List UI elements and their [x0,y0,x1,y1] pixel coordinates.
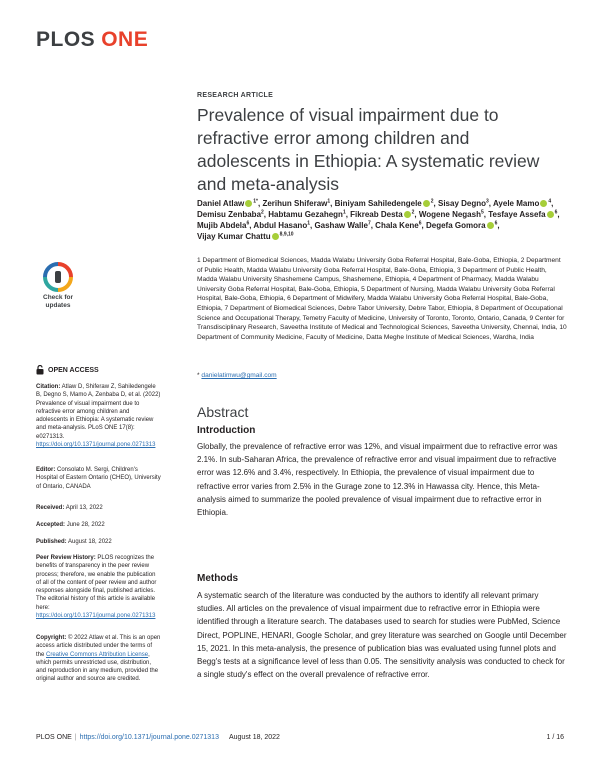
citation-doi-link[interactable]: https://doi.org/10.1371/journal.pone.0271313 [36,442,156,449]
license-link[interactable]: Creative Commons Attribution License [46,651,149,658]
open-lock-icon [36,365,44,375]
author-affiliation-marker: 6 [246,220,250,227]
affiliations: 1 Department of Biomedical Sciences, Madda Walabu University Goba Referral Hospital, Bale-Goba, Ethiopia, 2 Department of Public Health, Madda Walabu University Goba Referral Hospital, Bale-Goba, Ethiopia, 3 Department of Public Health, Madda Walabu University Shashemene Campus, Shashemene, Ethiopia, 4 Department of Pharmacy, Madda Walabu University Goba Referral Hospital, Bale-Goba, Ethiopia, 5 Department of Nursing, Madda Walabu University Goba Referral Hospital, Bale-Goba, Ethiopia, 6 Department of Midwifery, Madda Walabu University Goba Referral Hospital, Bale-Goba, Ethiopia, 7 Department of Biomedical Sciences, Debre Tabor University, Debre Tabor, Ethiopia, 8 Department of Occupational Science and Occupational Therapy, Temetry Faculty of Medicine, University of Toronto, Toronto, Ontario, Canada, 9 Center for Transdisciplinary Research, Saveetha Institute of Medical and Technological Sciences, Saveetha University, Chennai, India, 10 Department of Community Medicine, Faculty of Medicine, Datta Meghe Institute of Medical Sciences, Wardha, India [197,257,567,341]
methods-heading: Methods [197,573,239,584]
author-name[interactable]: Chala Kene [375,221,419,230]
journal-logo [36,28,148,52]
author-affiliation-marker: 1 [342,209,346,216]
corresponding-marker: * [197,372,200,379]
author-affiliation-marker: 4 [548,198,552,205]
citation-block [36,383,161,449]
orcid-icon[interactable] [272,233,279,240]
footer-doi-link[interactable]: https://doi.org/10.1371/journal.pone.0271313 [79,734,219,741]
introduction-text: Globally, the prevalence of refractive error was 12%, and visual impairment due to refractive error was 2.1%. In sub-Saharan Africa, the prevalence of refractive error and visual impairment due to refractive error was 12.6% and 3.4%, respectively. In Ethiopia, the prevalence of visual impairment due to refractive error varies from 2.5% in the Gurage zone to 12.3% in Hawassa city. Hence, this Meta-analysis aimed to summarize the pooled prevalence of visual impairment due to refractive error in Ethiopia. [197,442,558,518]
accepted-label: Accepted: [36,522,66,528]
open-access-text: OPEN ACCESS [48,366,99,374]
peer-review-text: PLOS recognizes the benefits of transparency in the peer review process; therefore, we enable the publication of all of the content of peer review and author responses alongside final, published articles. The editorial history of this article is available here: [36,555,157,611]
author-affiliation-marker: 7 [367,220,371,227]
author-affiliation-marker: 2 [411,209,415,216]
author-name[interactable]: Wogene Negash [418,210,481,219]
accepted-block [36,521,161,529]
author-affiliation-marker: 8,9,10 [279,231,294,238]
published-label: Published: [36,539,67,545]
copyright-text-1: © 2022 Atlaw et al. This is an open access article distributed under the terms of the [36,635,161,658]
peer-review-link[interactable]: https://doi.org/10.1371/journal.pone.0271313 [36,613,156,620]
editor-block [36,466,161,491]
copyright-label: Copyright: [36,635,67,641]
copyright-text-2: , which permits unrestricted use, distribution, and reproduction in any medium, provided the original author and source are credited. [36,651,159,683]
received-label: Received: [36,505,65,511]
author-name[interactable]: Mujib Abdela [197,221,247,230]
article-title: Prevalence of visual impairment due to refractive error among children and adolescents in Ethiopia: A systematic review and meta-analysis [197,105,540,194]
orcid-icon[interactable] [245,200,252,207]
orcid-icon[interactable] [404,211,411,218]
author-affiliation-marker: 6 [554,209,558,216]
orcid-icon[interactable] [547,211,554,218]
published-date: August 18, 2022 [68,539,112,545]
author-affiliation-marker: 1 [327,198,331,205]
author-name[interactable]: Vijay Kumar Chattu [197,232,271,241]
author-affiliation-marker: 5 [480,209,484,216]
author-list: Daniel Atlaw $^{1*}$, Zerihun Shiferaw$^1$, Biniyam Sahiledengele $^2$, Sisay Degno$^3$, Ayele Mamo $^4$, Demisu Zenbaba$^2$, Habtamu Gezahegn$^1$, Fikreab Desta $^2$, Wogene Negash$^5$, Tesfaye Assefa $^6$, Mujib Abdela$^6$, Abdul Hasano$^1$, Gashaw Walle$^7$, Chala Kene$^6$, Degefa Gomora $^6$, Vijay Kumar Chattu $^{8,9,10}$ [197,198,560,241]
author-name[interactable]: Gashaw Walle [314,221,368,230]
check-for-updates-badge[interactable] [37,262,79,316]
published-block [36,538,161,546]
author-name[interactable]: Sisay Degno [437,199,486,208]
author-name[interactable]: Ayele Mamo [492,199,540,208]
logo-one: ONE [101,28,149,51]
received-date: April 13, 2022 [65,505,103,511]
author-affiliation-marker: 1 [307,220,310,227]
accepted-date: June 28, 2022 [66,522,105,528]
editor-label: Editor: [36,467,56,473]
citation-label: Citation: [36,384,61,390]
author-name[interactable]: Abdul Hasano [253,221,308,230]
author-name[interactable]: Biniyam Sahiledengele [334,199,422,208]
orcid-icon[interactable] [487,222,494,229]
author-affiliation-marker: 2 [261,209,264,216]
author-affiliation-marker: 2 [430,198,434,205]
author-name[interactable]: Tesfaye Assefa [488,210,546,219]
peer-review-label: Peer Review History: [36,555,96,561]
author-name[interactable]: Degefa Gomora [425,221,486,230]
logo-plos: PLOS [36,28,96,51]
page-footer: PLOS ONE | https://doi.org/10.1371/journal.pone.0271313 August 18, 2022 1 / 16 [36,734,564,741]
orcid-icon[interactable] [423,200,430,207]
copyright-block [36,634,161,684]
author-affiliation-marker: 6 [418,220,422,227]
peer-review-block [36,554,161,620]
author-affiliation-marker: 1* [253,198,259,205]
email-link[interactable]: danielatimwu@gmail.com [201,372,277,379]
check-for-updates-label: Check for updates [43,294,73,309]
abstract-heading: Abstract [197,404,249,420]
page-number: 1 / 16 [546,734,564,741]
methods-text: A systematic search of the literature was conducted by the authors to identify all relevant primary studies. All articles on the prevalence of visual impairment due to refractive error in Ethiopia were identified through a literature search. The databases used to search for studies were PubMed, Science Direct, POPLINE, HENARI, Google Scholar, and grey literature was searched on Google until December 15, 2021. In this meta-analysis, the presence of publication bias was evaluated using funnel plots and Begg's tests at a significance level of less than 0.05. The sensitivity analysis was conducted to check for a single study's effect on the overall prevalence of refractive error. [197,591,567,680]
check-for-updates-icon [43,262,73,292]
received-block [36,504,161,512]
corresponding-email [197,372,277,379]
author-affiliation-marker: 3 [486,198,489,205]
open-access-label [36,365,99,375]
orcid-icon[interactable] [540,200,547,207]
citation-text: Atlaw D, Shiferaw Z, Sahiledengele B, Degno S, Mamo A, Zenbaba D, et al. (2022) Prevalence of visual impairment due to refractive error among children and adolescents in Ethiopia: A systematic review and meta-analysis. PLoS ONE 17(8): e0271313. [36,384,161,440]
editor-text: Consolato M. Sergi, Children's Hospital of Eastern Ontario (CHEO), University of Ontario, CANADA [36,467,161,490]
introduction-heading: Introduction [197,425,256,436]
footer-journal: PLOS ONE [36,734,72,741]
article-type-label: RESEARCH ARTICLE [197,92,274,99]
author-name[interactable]: Demisu Zenbaba [197,210,262,219]
footer-date: August 18, 2022 [228,734,280,741]
author-name[interactable]: Daniel Atlaw [197,199,245,208]
author-affiliation-marker: 6 [494,220,498,227]
author-name[interactable]: Fikreab Desta [350,210,403,219]
author-name[interactable]: Habtamu Gezahegn [268,210,343,219]
author-name[interactable]: Zerihun Shiferaw [262,199,328,208]
